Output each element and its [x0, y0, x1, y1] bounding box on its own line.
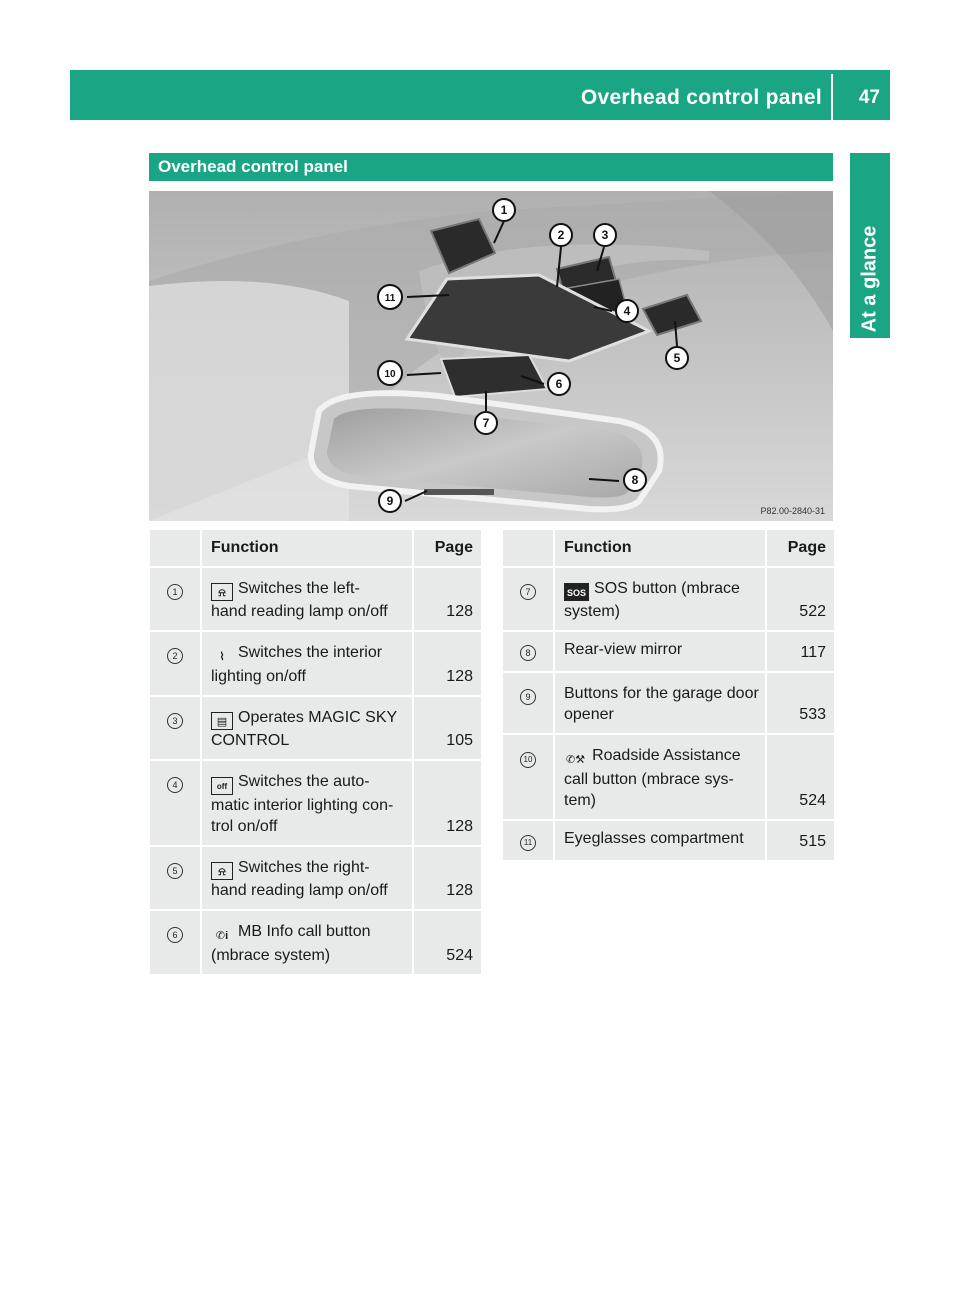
- roadside-assistance-icon: ✆⚒: [566, 754, 586, 766]
- item-number: 1: [167, 584, 183, 600]
- item-number: 9: [520, 689, 536, 705]
- callout-3: 3: [601, 228, 609, 242]
- page-number: 47: [858, 87, 880, 108]
- function-table-left: [148, 528, 483, 976]
- table-header-row: [502, 529, 835, 567]
- table-row: 7 SOS SOS button (mbrace system) 522: [502, 567, 835, 631]
- running-header: [70, 70, 890, 120]
- page-ref-link[interactable]: 105: [413, 696, 482, 760]
- running-header-title: Overhead control panel: [580, 86, 822, 109]
- item-number: 2: [167, 648, 183, 664]
- chapter-tab[interactable]: [850, 153, 890, 338]
- table-row: 11 Eyeglasses compartment 515: [502, 820, 835, 861]
- overhead-panel-figure: [149, 191, 833, 521]
- table-row: 8 Rear-view mirror 117: [502, 631, 835, 672]
- header-function: Function: [201, 529, 413, 567]
- chapter-tab-label: At a glance: [858, 225, 881, 333]
- sos-call-icon: SOS: [564, 583, 589, 601]
- callout-2: 2: [557, 228, 565, 242]
- callout-5: 5: [673, 351, 681, 365]
- header-num: [149, 529, 201, 567]
- item-number: 3: [167, 713, 183, 729]
- callout-10: 10: [384, 369, 396, 380]
- page-ref-link[interactable]: 515: [766, 820, 835, 861]
- auto-lighting-off-icon: off: [211, 777, 233, 795]
- table-row: 10 ✆⚒ Roadside Assistance call button (mbrace sys- tem) 524: [502, 734, 835, 820]
- callout-11: 11: [384, 293, 396, 304]
- reading-lamp-icon: ⍾: [211, 583, 233, 601]
- callout-4: 4: [623, 304, 631, 318]
- item-number: 11: [520, 835, 536, 851]
- table-row: 1 ⍾ Switches the left- hand reading lamp on/off 128: [149, 567, 482, 631]
- item-number: 5: [167, 863, 183, 879]
- callout-7: 7: [482, 416, 490, 430]
- callout-1: 1: [500, 203, 508, 217]
- table-row: 5 ⍾ Switches the right- hand reading lamp on/off 128: [149, 846, 482, 910]
- table-row: 3 ▤ Operates MAGIC SKY CONTROL 105: [149, 696, 482, 760]
- section-title: Overhead control panel: [149, 153, 833, 181]
- figure-code: P82.00-2840-31: [760, 506, 825, 516]
- callout-9: 9: [386, 494, 394, 508]
- table-row: 2 ⌇ Switches the interior lighting on/off 128: [149, 631, 482, 696]
- overhead-panel-illustration: [149, 191, 833, 521]
- reading-lamp-icon: ⍾: [211, 862, 233, 880]
- table-header-row: [149, 529, 482, 567]
- page-ref-link[interactable]: 522: [766, 567, 835, 631]
- callout-8: 8: [631, 473, 639, 487]
- interior-light-icon: ⌇: [219, 651, 225, 663]
- table-row: 4 off Switches the auto- matic interior lighting con- trol on/off 128: [149, 760, 482, 846]
- page-ref-link[interactable]: 533: [766, 672, 835, 734]
- page-ref-link[interactable]: 128: [413, 760, 482, 846]
- item-number: 10: [520, 752, 536, 768]
- function-table-right: [501, 528, 836, 862]
- page-ref-link[interactable]: 128: [413, 567, 482, 631]
- header-function: Function: [554, 529, 766, 567]
- header-page: Page: [766, 529, 835, 567]
- table-row: 6 ✆i MB Info call button (mbrace system) 524: [149, 910, 482, 975]
- header-divider: [831, 74, 833, 120]
- item-number: 6: [167, 927, 183, 943]
- magic-sky-icon: ▤: [211, 712, 233, 730]
- page-ref-link[interactable]: 524: [413, 910, 482, 975]
- page-ref-link[interactable]: 524: [766, 734, 835, 820]
- header-page: Page: [413, 529, 482, 567]
- item-number: 8: [520, 645, 536, 661]
- table-row: 9 Buttons for the garage door opener 533: [502, 672, 835, 734]
- page-ref-link[interactable]: 117: [766, 631, 835, 672]
- page-ref-link[interactable]: 128: [413, 631, 482, 696]
- item-number: 7: [520, 584, 536, 600]
- page-ref-link[interactable]: 128: [413, 846, 482, 910]
- header-num: [502, 529, 554, 567]
- mb-info-call-icon: ✆i: [215, 930, 229, 942]
- callout-6: 6: [555, 377, 563, 391]
- item-number: 4: [167, 777, 183, 793]
